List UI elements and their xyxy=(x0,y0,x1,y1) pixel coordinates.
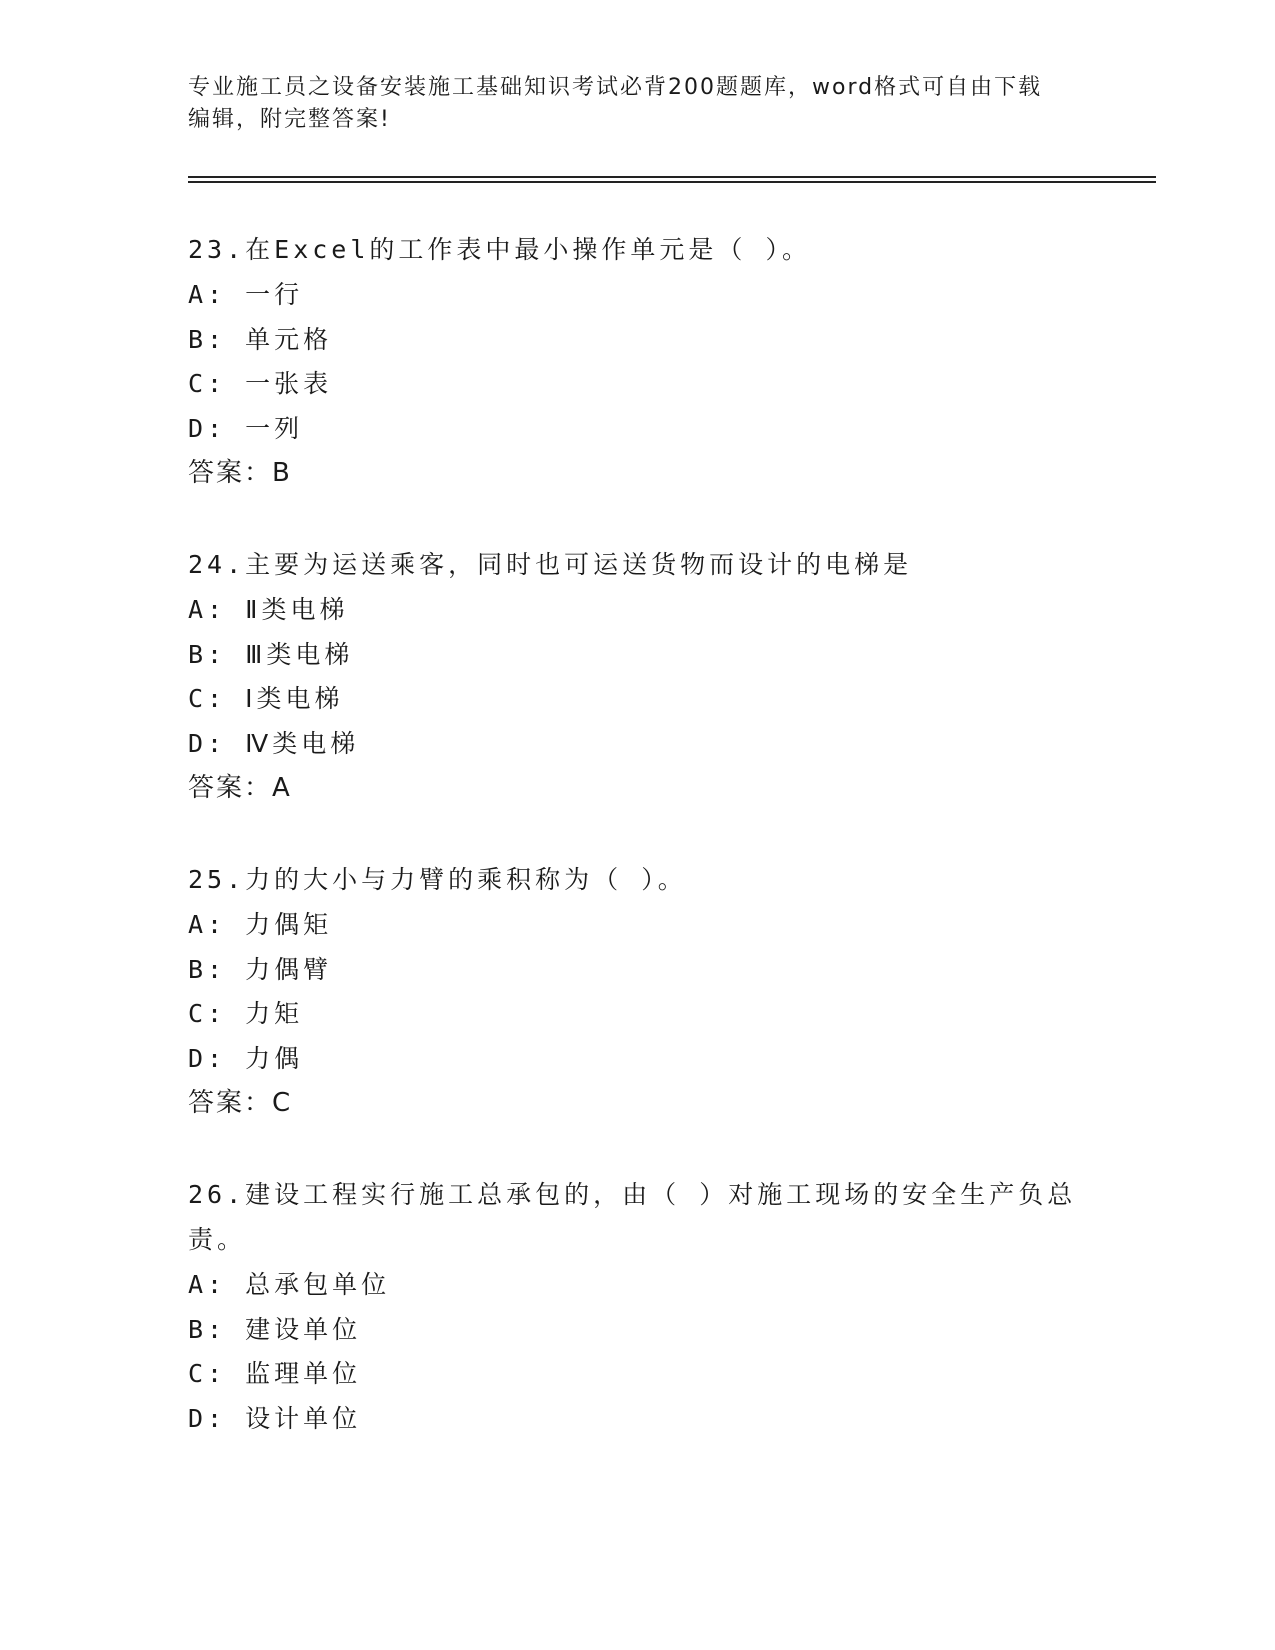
header-divider-top xyxy=(188,176,1156,178)
question-23-option-a: A: 一行 xyxy=(188,280,304,309)
question-23-stem: 23.在Excel的工作表中最小操作单元是（ ）。 xyxy=(188,235,811,264)
question-23-answer: 答案：B xyxy=(188,458,292,488)
question-26-option-d: D: 设计单位 xyxy=(188,1404,362,1433)
question-25-stem: 25.力的大小与力臂的乘积称为（ ）。 xyxy=(188,865,687,894)
question-23-option-b: B: 单元格 xyxy=(188,325,333,354)
question-25-option-a: A: 力偶矩 xyxy=(188,910,333,939)
question-25-option-c: C: 力矩 xyxy=(188,999,304,1028)
question-26-stem-line-1: 26.建设工程实行施工总承包的，由（ ）对施工现场的安全生产负总 xyxy=(188,1180,1077,1209)
header-divider-bottom xyxy=(188,181,1156,183)
question-24-answer: 答案：A xyxy=(188,773,292,803)
question-25-answer: 答案：C xyxy=(188,1088,293,1118)
question-24-option-b: B: Ⅲ类电梯 xyxy=(188,640,354,669)
question-26-stem-line-2: 责。 xyxy=(188,1225,247,1254)
question-25-option-b: B: 力偶臂 xyxy=(188,955,333,984)
question-24-option-c: C: Ⅰ类电梯 xyxy=(188,684,344,713)
header-title-line-2: 编辑，附完整答案! xyxy=(188,107,391,132)
question-24-option-a: A: Ⅱ类电梯 xyxy=(188,595,349,624)
document-header xyxy=(188,72,1068,136)
question-24-option-d: D: Ⅳ类电梯 xyxy=(188,729,360,758)
question-25-option-d: D: 力偶 xyxy=(188,1044,304,1073)
question-26-option-c: C: 监理单位 xyxy=(188,1359,362,1388)
question-23-option-c: C: 一张表 xyxy=(188,369,333,398)
question-26-option-b: B: 建设单位 xyxy=(188,1315,362,1344)
header-title-line-1: 专业施工员之设备安装施工基础知识考试必背200题题库，word格式可自由下载 xyxy=(188,75,1043,100)
question-23-option-d: D: 一列 xyxy=(188,414,304,443)
question-24-stem: 24.主要为运送乘客，同时也可运送货物而设计的电梯是 xyxy=(188,550,913,579)
question-26-option-a: A: 总承包单位 xyxy=(188,1270,391,1299)
